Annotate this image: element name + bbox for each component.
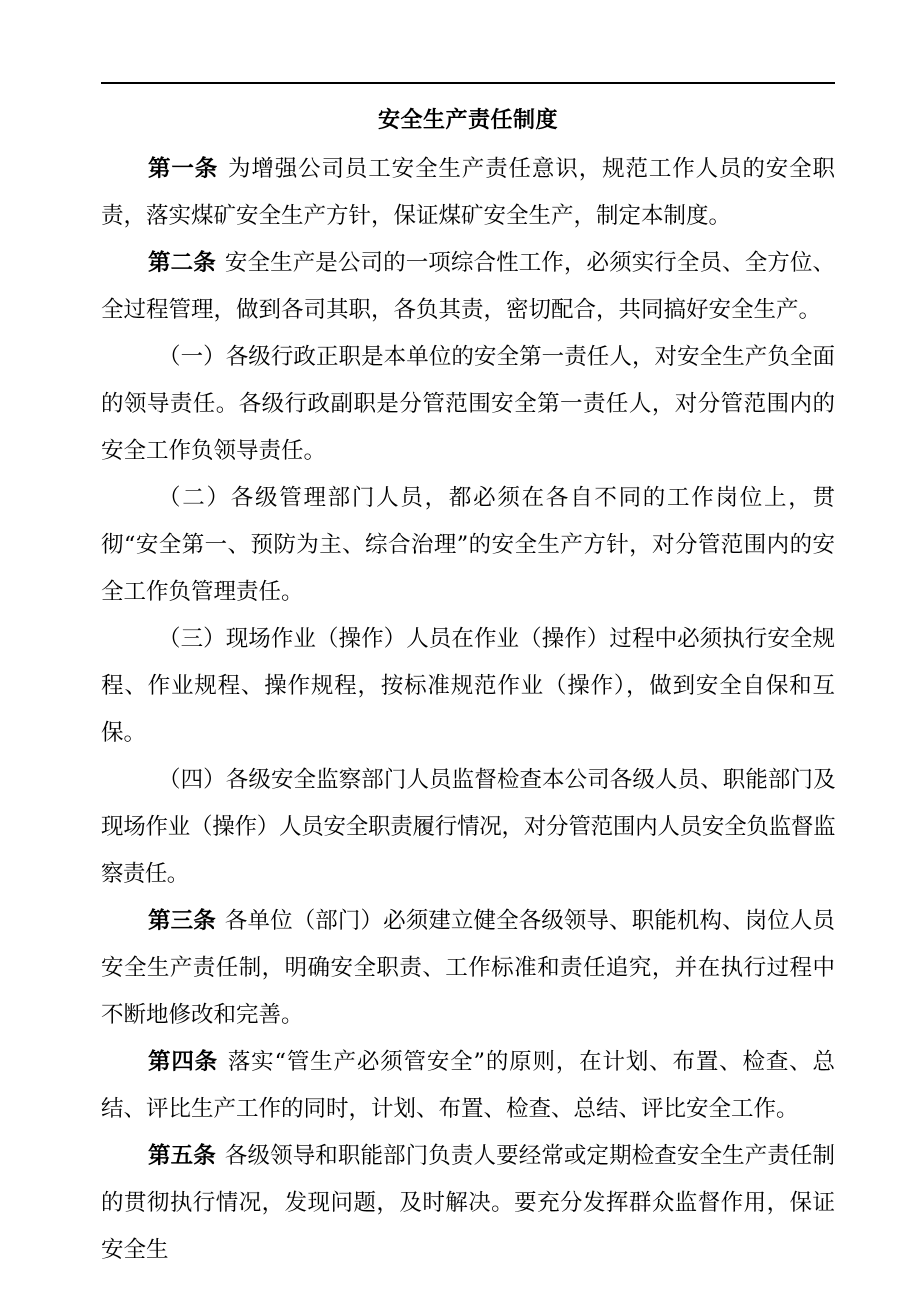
paragraph-clause-3 [101, 616, 835, 757]
article-label-2: 第二条 [148, 250, 216, 276]
header-divider-rule [101, 82, 835, 84]
article-text-5: 各级领导和职能部门负责人要经常或定期检查安全生产责任制的贯彻执行情况，发现问题，及时解决。要充分发挥群众监督作用，保证安全生 [101, 1143, 835, 1263]
paragraph-article-5 [101, 1133, 835, 1274]
paragraph-clause-1 [101, 334, 835, 475]
article-text-3: 各单位（部门）必须建立健全各级领导、职能机构、岗位人员安全生产责任制，明确安全职责、工作标准和责任追究，并在执行过程中不断地修改和完善。 [101, 908, 835, 1028]
article-label-1: 第一条 [148, 156, 219, 182]
article-label-4: 第四条 [148, 1049, 218, 1075]
paragraph-article-2 [101, 240, 835, 334]
clause-text-4: （四）各级安全监察部门人员监督检查本公司各级人员、职能部门及现场作业（操作）人员安全职责履行情况，对分管范围内人员安全负监督监察责任。 [101, 767, 835, 887]
article-text-1: 为增强公司员工安全生产责任意识，规范工作人员的安全职责，落实煤矿安全生产方针，保证煤矿安全生产，制定本制度。 [101, 156, 835, 229]
paragraph-clause-2 [101, 475, 835, 616]
page-title: 安全生产责任制度 [377, 107, 558, 133]
paragraph-article-4 [101, 1039, 835, 1133]
article-label-5: 第五条 [148, 1143, 216, 1169]
article-text-4: 落实“管生产必须管安全”的原则，在计划、布置、检查、总结、评比生产工作的同时，计划、布置、检查、总结、评比安全工作。 [101, 1049, 835, 1122]
article-text-2: 安全生产是公司的一项综合性工作，必须实行全员、全方位、全过程管理，做到各司其职，各负其责，密切配合，共同搞好安全生产。 [101, 250, 835, 323]
clause-text-3: （三）现场作业（操作）人员在作业（操作）过程中必须执行安全规程、作业规程、操作规程，按标准规范作业（操作），做到安全自保和互保。 [101, 626, 835, 746]
paragraph-article-1 [101, 146, 835, 240]
paragraph-article-3 [101, 898, 835, 1039]
article-label-3: 第三条 [148, 908, 216, 934]
clause-text-2: （二）各级管理部门人员，都必须在各自不同的工作岗位上，贯彻“安全第一、预防为主、综合治理”的安全生产方针，对分管范围内的安全工作负管理责任。 [101, 485, 835, 605]
paragraph-clause-4 [101, 757, 835, 898]
document-body [101, 100, 835, 1274]
clause-text-1: （一）各级行政正职是本单位的安全第一责任人，对安全生产负全面的领导责任。各级行政副职是分管范围安全第一责任人，对分管范围内的安全工作负领导责任。 [101, 344, 835, 464]
